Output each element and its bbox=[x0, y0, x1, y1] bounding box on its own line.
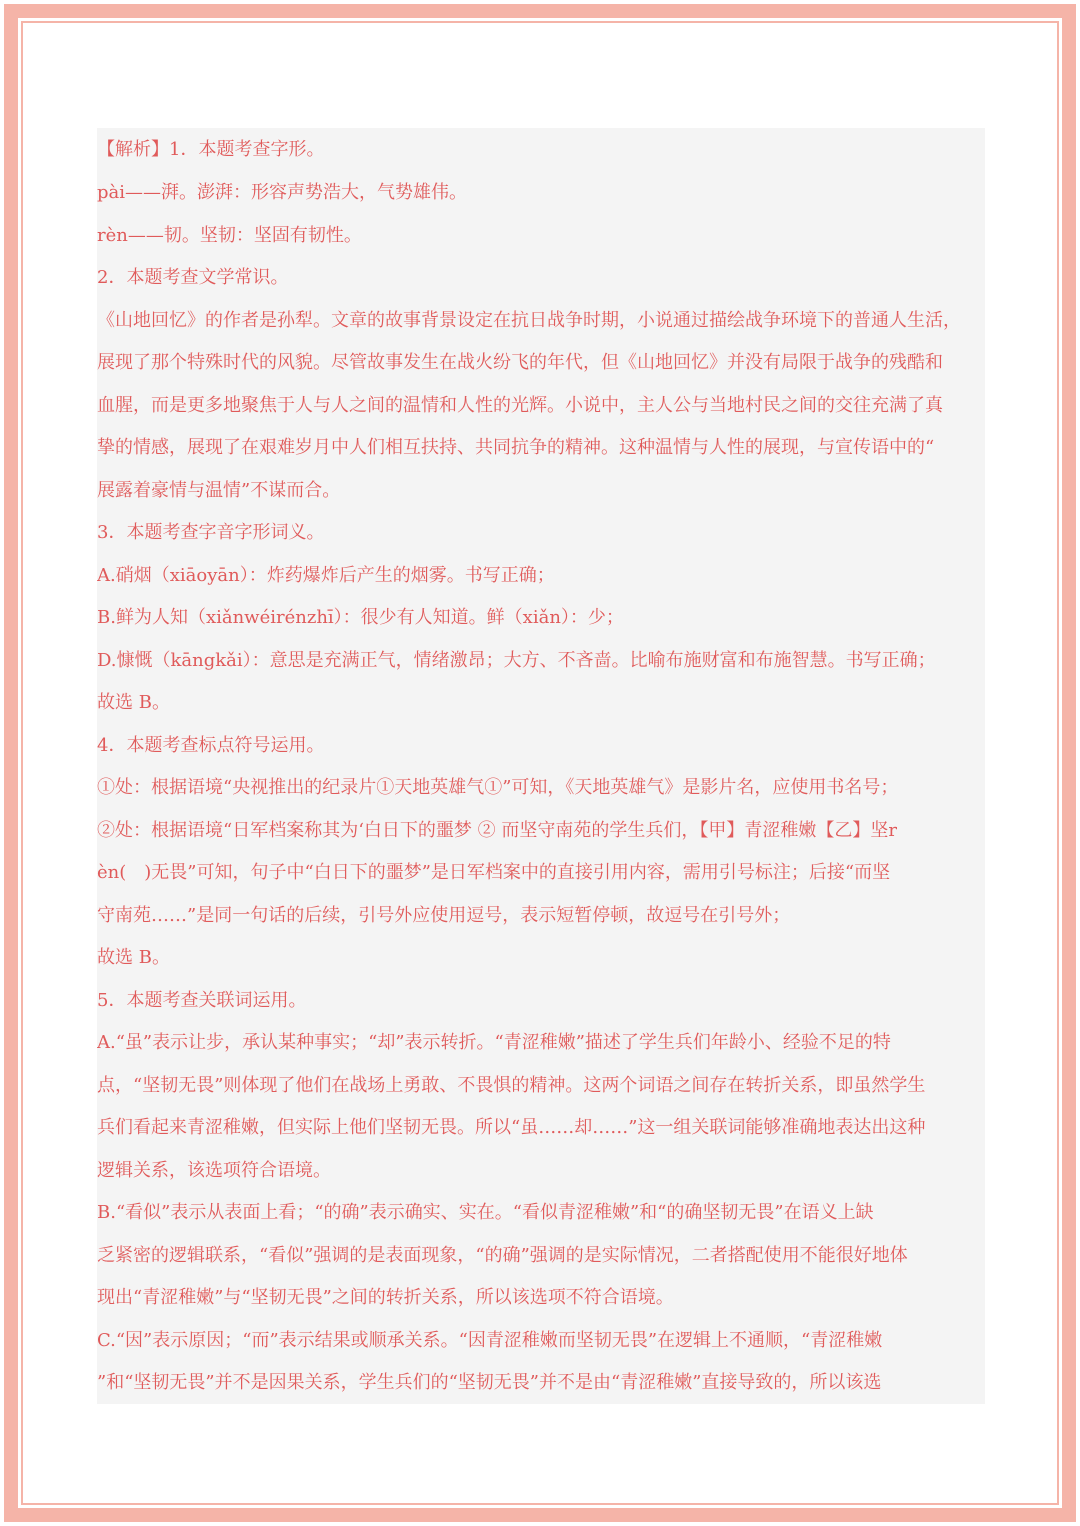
text-line: 守南苑……”是同一句话的后续，引号外应使用逗号，表示短暂停顿，故逗号在引号外； bbox=[97, 905, 791, 926]
text-line: 逻辑关系，该选项符合语境。 bbox=[97, 1160, 331, 1181]
text-line: 3．本题考查字音字形词义。 bbox=[97, 522, 325, 543]
text-line: 故选 B。 bbox=[97, 692, 170, 713]
text-line: B.“看似”表示从表面上看；“的确”表示确实、实在。“看似青涩稚嫩”和“的确坚韧无畏”在语义上缺 bbox=[97, 1202, 874, 1223]
text-line: A.硝烟（xiāoyān）：炸药爆炸后产生的烟雾。书写正确； bbox=[97, 565, 555, 586]
text-line: A.“虽”表示让步，承认某种事实；“却”表示转折。“青涩稚嫩”描述了学生兵们年龄小、经验不足的特 bbox=[97, 1032, 891, 1053]
text-line: 现出“青涩稚嫩”与“坚韧无畏”之间的转折关系，所以该选项不符合语境。 bbox=[97, 1287, 674, 1308]
text-line: 点，“坚韧无畏”则体现了他们在战场上勇敢、不畏惧的精神。这两个词语之间存在转折关系，即虽然学生 bbox=[97, 1075, 926, 1096]
text-line: 【解析】1．本题考查字形。 bbox=[97, 139, 325, 160]
text-line: 乏紧密的逻辑联系，“看似”强调的是表面现象，“的确”强调的是实际情况，二者搭配使用不能很好地体 bbox=[97, 1245, 908, 1266]
text-line: pài——湃。澎湃：形容声势浩大，气势雄伟。 bbox=[97, 182, 468, 203]
text-line: rèn——韧。坚韧：坚固有韧性。 bbox=[97, 225, 362, 246]
text-line: 2．本题考查文学常识。 bbox=[97, 267, 289, 288]
text-line: 《山地回忆》的作者是孙犁。文章的故事背景设定在抗日战争时期，小说通过描绘战争环境下的普通人生活， bbox=[97, 310, 961, 331]
text-line: 故选 B。 bbox=[97, 947, 170, 968]
text-line: 4．本题考查标点符号运用。 bbox=[97, 735, 325, 756]
text-line: ①处：根据语境“央视推出的纪录片①天地英雄气①”可知，《天地英雄气》是影片名，应使用书名号； bbox=[97, 777, 899, 798]
text-line: ”和“坚韧无畏”并不是因果关系，学生兵们的“坚韧无畏”并不是由“青涩稚嫩”直接导致的，所以该选 bbox=[97, 1372, 882, 1393]
text-line: 兵们看起来青涩稚嫩，但实际上他们坚韧无畏。所以“虽……却……”这一组关联词能够准确地表达出这种 bbox=[97, 1117, 926, 1138]
text-line: èn( )无畏”可知，句子中“白日下的噩梦”是日军档案中的直接引用内容，需用引号标注；后接“而坚 bbox=[97, 862, 891, 883]
text-line: C.“因”表示原因；“而”表示结果或顺承关系。“因青涩稚嫩而坚韧无畏”在逻辑上不通顺，“青涩稚嫩 bbox=[97, 1330, 883, 1351]
text-line: 展露着豪情与温情”不谋而合。 bbox=[97, 480, 341, 501]
text-line: ②处：根据语境“日军档案称其为‘白日下的噩梦 ② 而坚守南苑的学生兵们，【甲】青涩稚嫩【乙】坚r bbox=[97, 820, 897, 841]
text-line: 血腥，而是更多地聚焦于人与人之间的温情和人性的光辉。小说中，主人公与当地村民之间的交往充满了真 bbox=[97, 395, 943, 416]
text-line: D.慷慨（kāngkǎi）：意思是充满正气，情绪激昂；大方、不吝啬。比喻布施财富和布施智慧。书写正确； bbox=[97, 650, 936, 671]
document-body bbox=[97, 128, 985, 1404]
text-line: 展现了那个特殊时代的风貌。尽管故事发生在战火纷飞的年代，但《山地回忆》并没有局限于战争的残酷和 bbox=[97, 352, 943, 373]
text-line: B.鲜为人知（xiǎnwéirénzhī）：很少有人知道。鲜（xiǎn）：少； bbox=[97, 607, 624, 628]
text-line: 挚的情感，展现了在艰难岁月中人们相互扶持、共同抗争的精神。这种温情与人性的展现，与宣传语中的“ bbox=[97, 437, 935, 458]
text-line: 5．本题考查关联词运用。 bbox=[97, 990, 307, 1011]
